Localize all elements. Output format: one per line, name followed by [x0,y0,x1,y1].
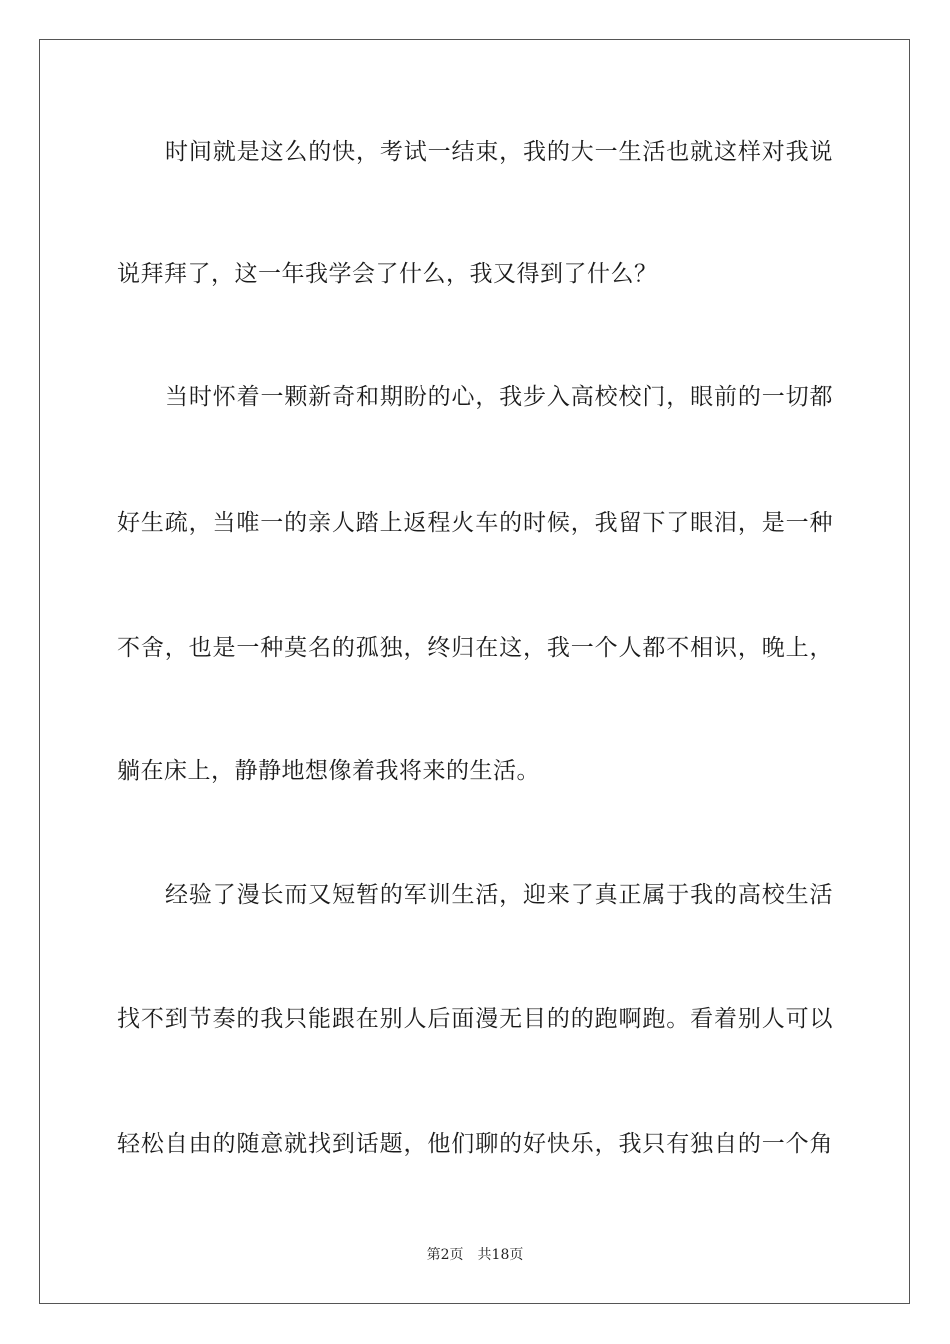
page-footer [0,1246,950,1264]
paragraph-1-line-1: 时间就是这么的快，考试一结束，我的大一生活也就这样对我说 [165,139,833,165]
paragraph-1-line-2: 说拜拜了，这一年我学会了什么，我又得到了什么？ [117,261,658,287]
paragraph-3-line-2: 找不到节奏的我只能跟在别人后面漫无目的的跑啊跑。看着别人可以 [117,1006,833,1032]
page-border [39,39,910,1304]
paragraph-3-line-3: 轻松自由的随意就找到话题，他们聊的好快乐，我只有独自的一个角 [117,1131,833,1157]
paragraph-2-line-4: 躺在床上，静静地想像着我将来的生活。 [117,758,540,784]
paragraph-3-line-1: 经验了漫长而又短暂的军训生活，迎来了真正属于我的高校生活 [165,882,833,908]
page-total: 共18页 [477,1247,524,1263]
paragraph-2-line-2: 好生疏，当唯一的亲人踏上返程火车的时候，我留下了眼泪，是一种 [117,510,833,536]
paragraph-2-line-3: 不舍，也是一种莫名的孤独，终归在这，我一个人都不相识，晚上， [117,635,833,661]
paragraph-2-line-1: 当时怀着一颗新奇和期盼的心，我步入高校校门，眼前的一切都 [165,384,833,410]
page-number: 第2页 [426,1247,464,1263]
